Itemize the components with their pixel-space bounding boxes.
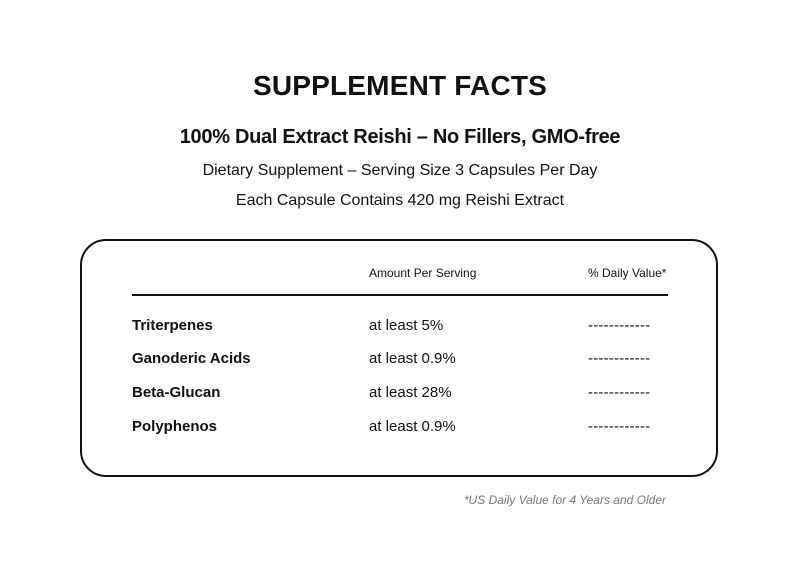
capsule-info: Each Capsule Contains 420 mg Reishi Extract [235, 192, 565, 209]
nutrient-name: Ganoderic Acids [132, 350, 251, 367]
header-divider [132, 294, 668, 296]
nutrient-name: Beta-Glucan [132, 384, 221, 401]
footnote: *US Daily Value for 4 Years and Older [463, 493, 666, 507]
table-row [0, 418, 800, 442]
nutrient-daily-value: ------------ [588, 418, 651, 435]
table-row [0, 317, 800, 341]
nutrient-amount: at least 5% [369, 317, 444, 334]
serving-info: Dietary Supplement – Serving Size 3 Capsules Per Day [202, 162, 598, 179]
nutrient-daily-value: ------------ [588, 384, 651, 401]
nutrient-daily-value: ------------ [588, 350, 651, 367]
nutrient-amount: at least 0.9% [369, 418, 456, 435]
nutrient-name: Polyphenos [132, 418, 218, 435]
column-header-amount: Amount Per Serving [369, 266, 477, 280]
column-header-daily-value: % Daily Value* [588, 266, 667, 280]
nutrient-amount: at least 0.9% [369, 350, 456, 367]
nutrient-amount: at least 28% [369, 384, 452, 401]
table-row [0, 384, 800, 408]
page-title: SUPPLEMENT FACTS [252, 70, 548, 101]
product-subtitle: 100% Dual Extract Reishi – No Fillers, GMO-free [179, 126, 621, 148]
nutrient-name: Triterpenes [132, 317, 213, 334]
nutrient-daily-value: ------------ [588, 317, 651, 334]
table-row [0, 350, 800, 374]
